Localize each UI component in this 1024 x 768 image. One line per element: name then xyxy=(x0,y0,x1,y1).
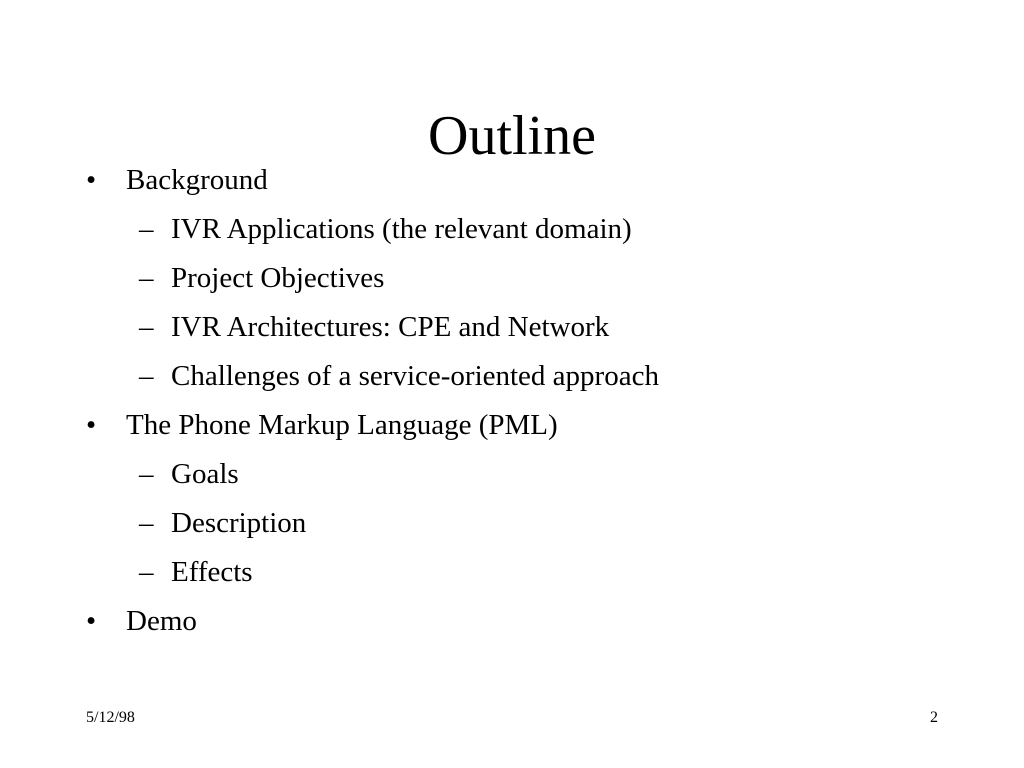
sub-bullet-text: IVR Applications (the relevant domain) xyxy=(171,213,632,245)
dash-marker: – xyxy=(139,458,154,490)
dash-marker: – xyxy=(139,556,154,588)
footer-date: 5/12/98 xyxy=(86,709,135,726)
bullet-text: Demo xyxy=(126,605,197,637)
sub-bullet-text: IVR Architectures: CPE and Network xyxy=(171,311,610,343)
bullet-marker: • xyxy=(86,605,97,637)
slide-title: Outline xyxy=(428,105,596,167)
dash-marker: – xyxy=(139,213,154,245)
sub-bullet-text: Effects xyxy=(171,556,253,588)
bullet-text: Background xyxy=(126,164,268,196)
page-number: 2 xyxy=(930,709,938,726)
dash-marker: – xyxy=(139,507,154,539)
bullet-marker: • xyxy=(86,409,97,441)
dash-marker: – xyxy=(139,311,154,343)
sub-bullet-text: Goals xyxy=(171,458,239,490)
bullet-text: The Phone Markup Language (PML) xyxy=(126,409,558,441)
sub-bullet-text: Description xyxy=(171,507,307,539)
dash-marker: – xyxy=(139,262,154,294)
sub-bullet-text: Challenges of a service-oriented approach xyxy=(171,360,659,392)
dash-marker: – xyxy=(139,360,154,392)
sub-bullet-text: Project Objectives xyxy=(171,262,385,294)
bullet-marker: • xyxy=(86,164,97,196)
